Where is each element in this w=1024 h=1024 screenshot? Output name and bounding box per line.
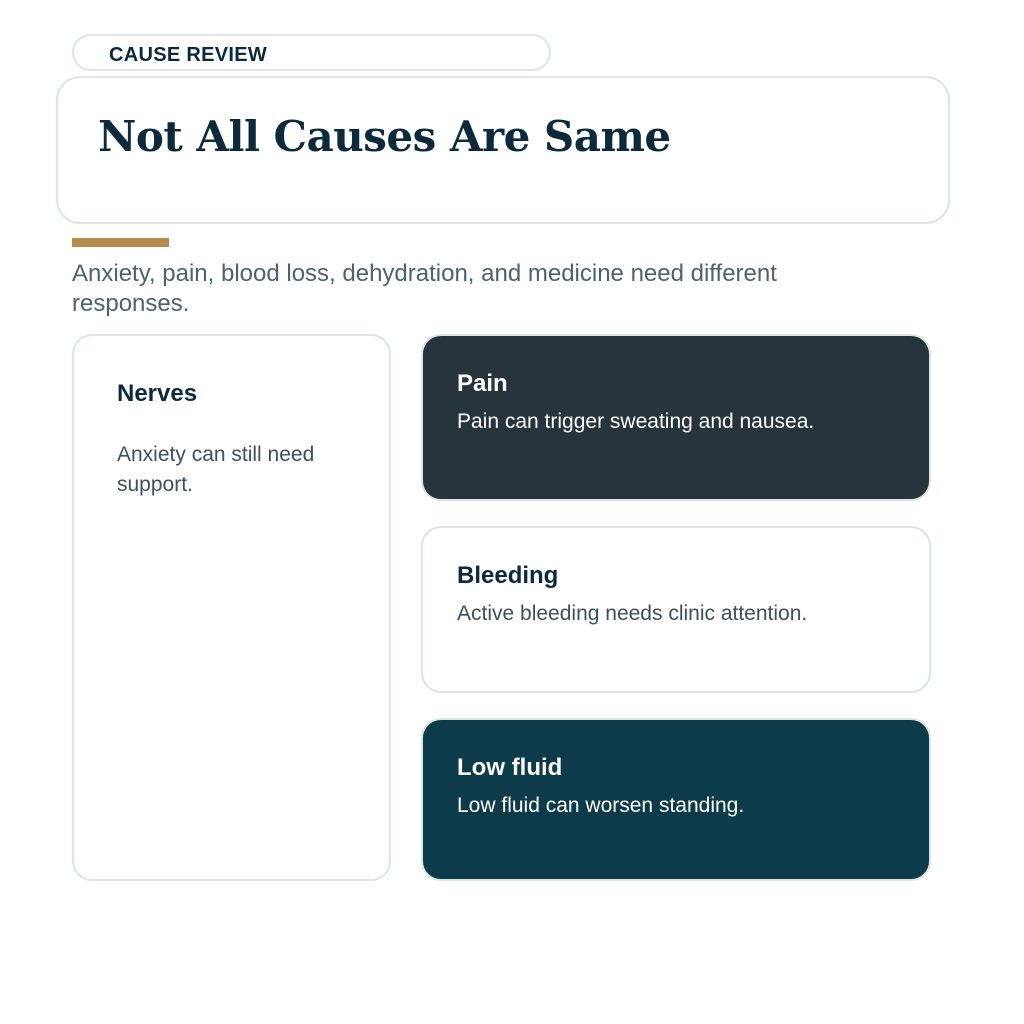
card-low-fluid-title: Low fluid — [457, 754, 563, 781]
accent-bar — [72, 238, 169, 247]
card-bleeding-title: Bleeding — [457, 562, 559, 589]
eyebrow-label: CAUSE REVIEW — [109, 44, 268, 66]
card-nerves-text: Anxiety can still need support. — [117, 443, 315, 496]
card-nerves-title: Nerves — [117, 380, 198, 407]
card-low-fluid-text: Low fluid can worsen standing. — [457, 794, 745, 817]
title-card — [56, 76, 950, 224]
card-pain — [421, 334, 931, 501]
card-pain-text: Pain can trigger sweating and nausea. — [457, 410, 815, 433]
card-pain-title: Pain — [457, 370, 508, 397]
card-bleeding-text: Active bleeding needs clinic attention. — [457, 602, 808, 625]
card-nerves — [72, 334, 391, 881]
section-eyebrow — [72, 34, 551, 71]
card-bleeding — [421, 526, 931, 693]
page-subtitle: Anxiety, pain, blood loss, dehydration, and medicine need different responses. — [72, 260, 777, 317]
card-low-fluid — [421, 718, 931, 881]
page-title: Not All Causes Are Same — [98, 112, 671, 161]
